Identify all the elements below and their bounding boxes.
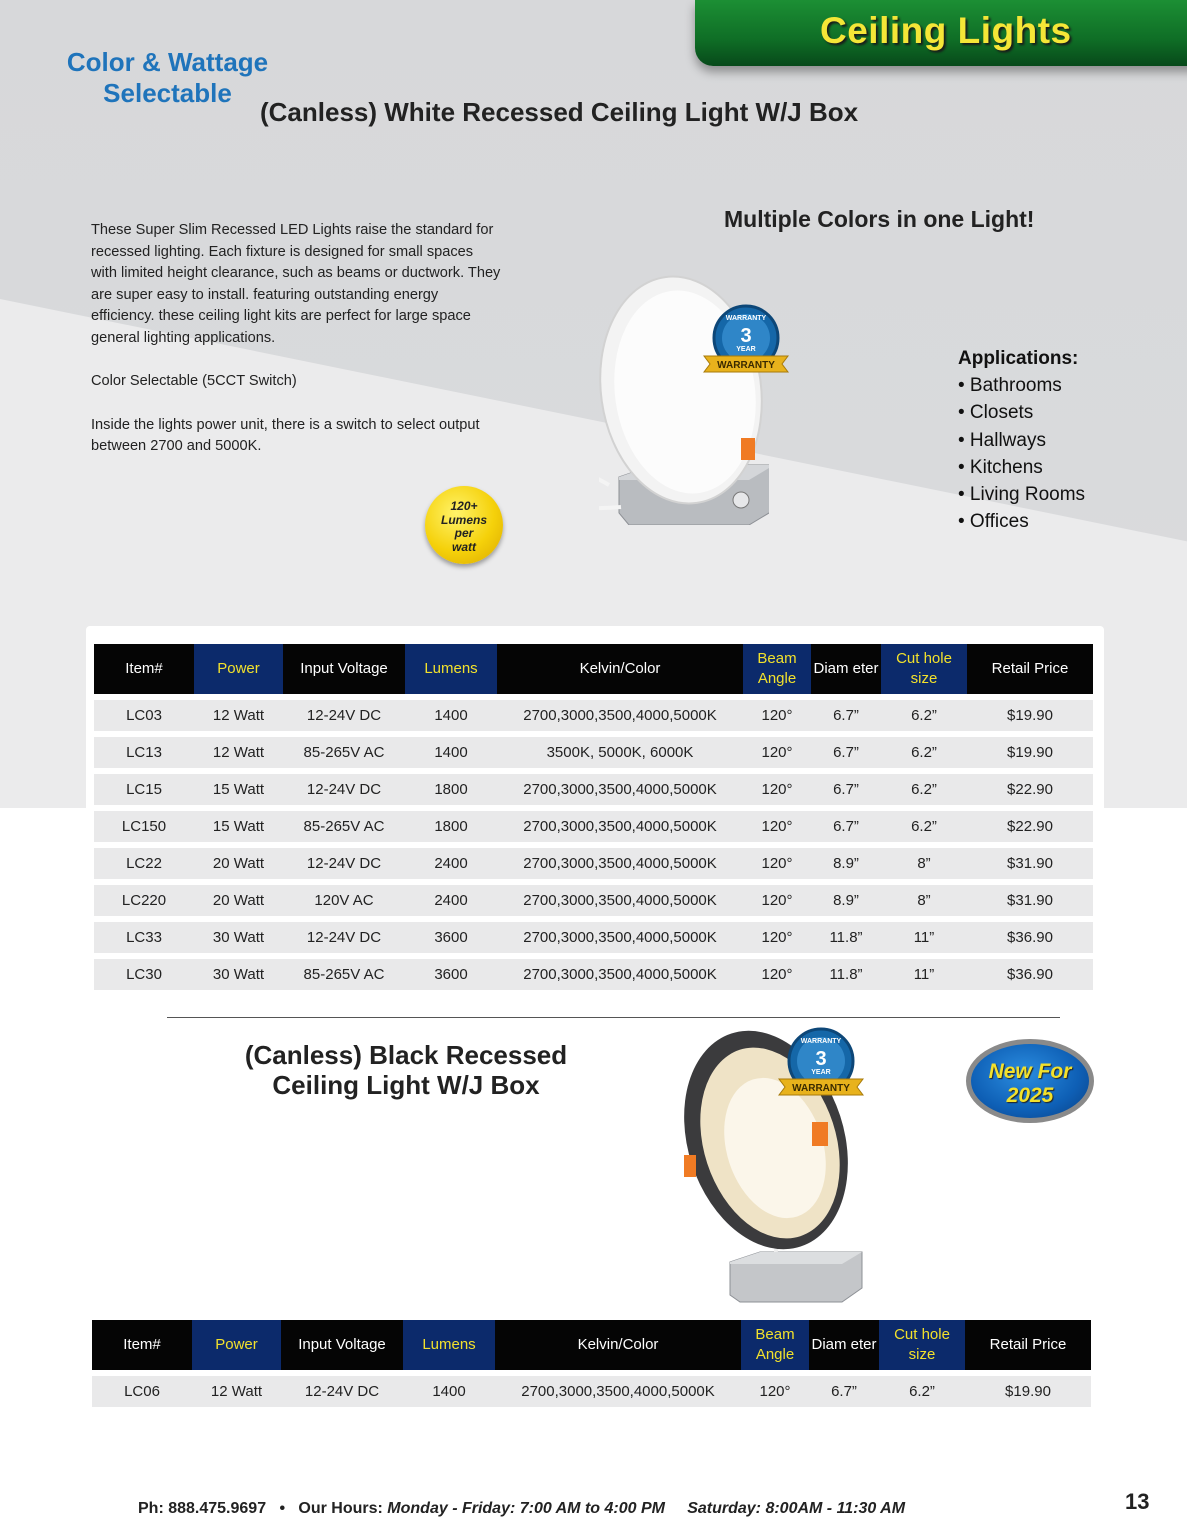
cell-item: LC33: [94, 922, 194, 953]
cell-cut-hole: 6.2”: [879, 1376, 965, 1407]
col-header-cut-hole: Cut hole size: [879, 1320, 965, 1370]
col-header-kelvin: Kelvin/Color: [495, 1320, 741, 1370]
table-body: [92, 1376, 1091, 1407]
table-row: [94, 811, 1093, 842]
cell-kelvin: 2700,3000,3500,4000,5000K: [497, 922, 743, 953]
cell-diameter: 6.7”: [811, 700, 881, 731]
cell-power: 15 Watt: [194, 811, 283, 842]
cell-price: $36.90: [967, 922, 1093, 953]
section-divider: [167, 1017, 1060, 1018]
footer-weekday-hours: Monday - Friday: 7:00 AM to 4:00 PM: [387, 1500, 665, 1517]
table-row: [92, 1376, 1091, 1407]
cell-lumens: 2400: [405, 885, 497, 916]
footer-hours-label: Our Hours:: [298, 1500, 383, 1517]
col-header-input-voltage: Input Voltage: [283, 644, 405, 694]
col-header-item: Item#: [94, 644, 194, 694]
new-badge-line: New For: [988, 1060, 1072, 1083]
cell-cut-hole: 11”: [881, 959, 967, 990]
application-item: • Living Rooms: [958, 484, 1086, 506]
cell-kelvin: 2700,3000,3500,4000,5000K: [497, 774, 743, 805]
cell-lumens: 1800: [405, 811, 497, 842]
application-item: • Bathrooms: [958, 375, 1062, 397]
table-row: [94, 922, 1093, 953]
cell-kelvin: 2700,3000,3500,4000,5000K: [497, 848, 743, 879]
cell-power: 20 Watt: [194, 885, 283, 916]
cell-power: 12 Watt: [194, 737, 283, 768]
page-number: 13: [1125, 1489, 1150, 1514]
svg-text:WARRANTY: WARRANTY: [792, 1083, 850, 1094]
cell-kelvin: 2700,3000,3500,4000,5000K: [497, 811, 743, 842]
cell-kelvin: 2700,3000,3500,4000,5000K: [497, 959, 743, 990]
svg-text:WARRANTY: WARRANTY: [717, 360, 775, 371]
cell-lumens: 1400: [405, 700, 497, 731]
cell-beam-angle: 120°: [743, 959, 811, 990]
footer-saturday-hours: Saturday: 8:00AM - 11:30 AM: [687, 1500, 906, 1517]
cell-diameter: 8.9”: [811, 848, 881, 879]
cell-power: 15 Watt: [194, 774, 283, 805]
cell-input-voltage: 85-265V AC: [283, 959, 405, 990]
cell-diameter: 11.8”: [811, 922, 881, 953]
cell-item: LC150: [94, 811, 194, 842]
lumens-badge-line: Lumens: [440, 512, 487, 527]
description-paragraph: Inside the lights power unit, there is a switch to select output between 2700 and 5000K.: [91, 416, 480, 454]
table-row: [94, 848, 1093, 879]
cell-input-voltage: 12-24V DC: [283, 848, 405, 879]
cell-item: LC06: [92, 1376, 192, 1407]
col-header-diameter: Diam eter: [809, 1320, 879, 1370]
cell-input-voltage: 85-265V AC: [283, 737, 405, 768]
col-header-beam-angle: Beam Angle: [743, 644, 811, 694]
product1-title: (Canless) White Recessed Ceiling Light W/J Box: [260, 97, 859, 127]
cell-beam-angle: 120°: [741, 1376, 809, 1407]
svg-text:3: 3: [740, 325, 752, 347]
cell-lumens: 3600: [405, 959, 497, 990]
footer-contact: [138, 1500, 905, 1518]
cell-cut-hole: 11”: [881, 922, 967, 953]
cell-diameter: 6.7”: [811, 774, 881, 805]
section-title: Ceiling Lights: [820, 10, 1072, 51]
col-header-kelvin: Kelvin/Color: [497, 644, 743, 694]
new-for-2025-badge: [966, 1039, 1094, 1123]
cell-item: LC13: [94, 737, 194, 768]
col-header-price: Retail Price: [965, 1320, 1091, 1370]
cell-diameter: 8.9”: [811, 885, 881, 916]
cell-input-voltage: 12-24V DC: [283, 922, 405, 953]
application-item: • Hallways: [958, 429, 1046, 451]
svg-text:YEAR: YEAR: [736, 346, 756, 353]
application-item: • Offices: [958, 511, 1029, 533]
cell-price: $22.90: [967, 811, 1093, 842]
table-row: [94, 959, 1093, 990]
cell-diameter: 6.7”: [811, 811, 881, 842]
spec-table-white: [94, 638, 1093, 996]
warranty-badge: [777, 1027, 865, 1105]
table-row: [94, 885, 1093, 916]
cell-kelvin: 2700,3000,3500,4000,5000K: [497, 885, 743, 916]
warranty-badge: [702, 304, 790, 382]
col-header-beam-angle: Beam Angle: [741, 1320, 809, 1370]
cell-beam-angle: 120°: [743, 922, 811, 953]
col-header-cut-hole: Cut hole size: [881, 644, 967, 694]
cell-diameter: 6.7”: [809, 1376, 879, 1407]
cell-item: LC220: [94, 885, 194, 916]
new-badge-line: 2025: [1006, 1084, 1054, 1107]
lumens-badge: [425, 486, 503, 564]
cell-price: $31.90: [967, 885, 1093, 916]
applications-heading: Applications:: [958, 348, 1079, 369]
cell-beam-angle: 120°: [743, 700, 811, 731]
svg-text:WARRANTY: WARRANTY: [725, 315, 767, 322]
cell-kelvin: 2700,3000,3500,4000,5000K: [497, 700, 743, 731]
cell-price: $31.90: [967, 848, 1093, 879]
cell-lumens: 1400: [403, 1376, 495, 1407]
cell-beam-angle: 120°: [743, 848, 811, 879]
lumens-badge-line: 120+: [450, 499, 478, 513]
cell-item: LC15: [94, 774, 194, 805]
svg-text:YEAR: YEAR: [811, 1069, 831, 1076]
cell-beam-angle: 120°: [743, 737, 811, 768]
cell-cut-hole: 8”: [881, 885, 967, 916]
cell-input-voltage: 12-24V DC: [281, 1376, 403, 1407]
cell-power: 30 Watt: [194, 959, 283, 990]
cell-kelvin: 3500K, 5000K, 6000K: [497, 737, 743, 768]
table-header-row: [92, 1320, 1091, 1370]
cell-item: LC30: [94, 959, 194, 990]
cell-power: 30 Watt: [194, 922, 283, 953]
lumens-badge-line: per: [454, 526, 474, 540]
footer-phone: Ph: 888.475.9697: [138, 1500, 267, 1517]
cell-price: $36.90: [967, 959, 1093, 990]
cell-power: 20 Watt: [194, 848, 283, 879]
application-item: • Kitchens: [958, 456, 1043, 478]
cell-beam-angle: 120°: [743, 774, 811, 805]
col-header-item: Item#: [92, 1320, 192, 1370]
cell-input-voltage: 120V AC: [283, 885, 405, 916]
cell-price: $19.90: [967, 700, 1093, 731]
product1-description: [91, 220, 501, 480]
table-row: [94, 700, 1093, 731]
spec-table-black: [92, 1314, 1091, 1413]
footer-bullet: •: [279, 1500, 286, 1517]
cell-input-voltage: 12-24V DC: [283, 700, 405, 731]
applications-list: [958, 345, 1085, 535]
cell-lumens: 1800: [405, 774, 497, 805]
cell-price: $19.90: [965, 1376, 1091, 1407]
table-header-row: [94, 644, 1093, 694]
svg-text:WARRANTY: WARRANTY: [800, 1038, 842, 1045]
cell-cut-hole: 8”: [881, 848, 967, 879]
description-paragraph: These Super Slim Recessed LED Lights raise the standard for recessed lighting. Each fixture is designed for small spaces with limited height clearance, such as beams or ductwork. They are super easy to install. featuring outstanding energy efficiency. these ceiling light kits are perfect for large space general lighting applications.: [91, 222, 501, 346]
cell-item: LC22: [94, 848, 194, 879]
cell-input-voltage: 85-265V AC: [283, 811, 405, 842]
col-header-lumens: Lumens: [403, 1320, 495, 1370]
lumens-badge-line: watt: [452, 539, 476, 554]
svg-text:3: 3: [815, 1048, 827, 1070]
cell-lumens: 2400: [405, 848, 497, 879]
cell-power: 12 Watt: [192, 1376, 281, 1407]
product2-title: (Canless) Black Recessed Ceiling Light W/J Box: [244, 1040, 568, 1100]
col-header-power: Power: [194, 644, 283, 694]
cell-cut-hole: 6.2”: [881, 737, 967, 768]
cell-item: LC03: [94, 700, 194, 731]
cell-input-voltage: 12-24V DC: [283, 774, 405, 805]
table-row: [94, 774, 1093, 805]
col-header-input-voltage: Input Voltage: [281, 1320, 403, 1370]
cell-diameter: 6.7”: [811, 737, 881, 768]
table-body: [94, 700, 1093, 990]
col-header-price: Retail Price: [967, 644, 1093, 694]
cell-beam-angle: 120°: [743, 885, 811, 916]
cell-kelvin: 2700,3000,3500,4000,5000K: [495, 1376, 741, 1407]
cell-price: $19.90: [967, 737, 1093, 768]
cell-cut-hole: 6.2”: [881, 811, 967, 842]
col-header-lumens: Lumens: [405, 644, 497, 694]
color-wattage-label: Color & Wattage Selectable: [66, 47, 269, 108]
cell-lumens: 3600: [405, 922, 497, 953]
cell-lumens: 1400: [405, 737, 497, 768]
cell-power: 12 Watt: [194, 700, 283, 731]
cell-diameter: 11.8”: [811, 959, 881, 990]
table-row: [94, 737, 1093, 768]
col-header-power: Power: [192, 1320, 281, 1370]
multiple-colors-heading: Multiple Colors in one Light!: [724, 206, 1035, 232]
description-paragraph: Color Selectable (5CCT Switch): [91, 373, 297, 389]
cell-cut-hole: 6.2”: [881, 774, 967, 805]
cell-beam-angle: 120°: [743, 811, 811, 842]
application-item: • Closets: [958, 402, 1034, 424]
cell-price: $22.90: [967, 774, 1093, 805]
col-header-diameter: Diam eter: [811, 644, 881, 694]
cell-cut-hole: 6.2”: [881, 700, 967, 731]
